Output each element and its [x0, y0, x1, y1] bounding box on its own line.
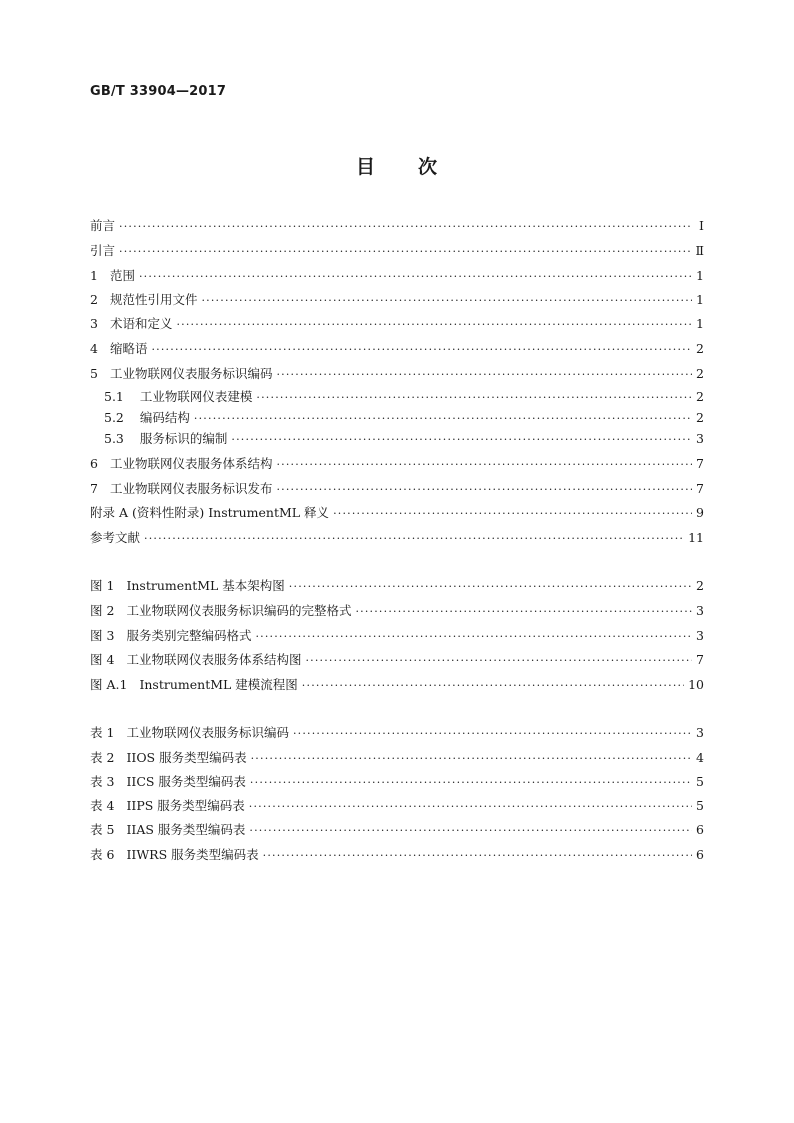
dot-leader: [250, 773, 692, 793]
table-label: IIPS 服务类型编码表: [126, 798, 245, 813]
toc-label: 编码结构: [139, 410, 190, 425]
toc-number: 5: [90, 366, 98, 381]
table-entry-5[interactable]: [90, 820, 704, 840]
table-page: 5: [696, 798, 704, 813]
table-number: 表 2: [90, 750, 115, 765]
toc-number: 4: [90, 341, 98, 356]
toc-label: 工业物联网仪表服务标识发布: [109, 481, 273, 496]
figure-page: 10: [688, 677, 704, 692]
dot-leader: [231, 430, 692, 450]
toc-label: 规范性引用文件: [109, 292, 198, 307]
toc-entry-introduction[interactable]: [90, 241, 704, 261]
table-label: 工业物联网仪表服务标识编码: [126, 725, 289, 740]
table-page: 6: [696, 847, 704, 862]
table-label: IIWRS 服务类型编码表: [126, 847, 259, 862]
table-number: 表 6: [90, 847, 115, 862]
table-entry-3[interactable]: [90, 772, 704, 792]
dot-leader: [289, 577, 692, 597]
dot-leader: [302, 676, 684, 696]
dot-leader: [276, 455, 692, 475]
toc-label: 工业物联网仪表建模: [139, 389, 253, 404]
toc-page: 2: [696, 389, 704, 404]
table-page: 5: [696, 774, 704, 789]
dot-leader: [251, 749, 692, 769]
toc-page: 7: [696, 456, 704, 471]
dot-leader: [293, 724, 692, 744]
dot-leader: [276, 480, 692, 500]
table-entry-4[interactable]: [90, 796, 704, 816]
table-page: 4: [696, 750, 704, 765]
table-number: 表 4: [90, 798, 115, 813]
figure-number: 图 1: [90, 578, 115, 593]
figure-label: InstrumentML 建模流程图: [139, 677, 298, 692]
figure-entry-3[interactable]: [90, 626, 704, 646]
dot-leader: [119, 217, 692, 237]
figure-number: 图 2: [90, 603, 115, 618]
table-entry-1[interactable]: [90, 723, 704, 743]
toc-page: 3: [696, 431, 704, 446]
figure-label: 服务类别完整编码格式: [126, 628, 252, 643]
dot-leader: [119, 242, 691, 262]
toc-entry-coding-structure[interactable]: [104, 408, 704, 428]
toc-entry-service-architecture[interactable]: [90, 454, 704, 474]
toc-page: 9: [696, 505, 704, 520]
table-label: IIAS 服务类型编码表: [126, 822, 246, 837]
figure-number: 图 A.1: [90, 677, 128, 692]
dot-leader: [305, 651, 692, 671]
figure-entry-a1[interactable]: [90, 675, 704, 695]
dot-leader: [144, 529, 684, 549]
figure-number: 图 3: [90, 628, 115, 643]
toc-entry-modeling[interactable]: [104, 387, 704, 407]
figure-number: 图 4: [90, 652, 115, 667]
toc-number: 5.2: [104, 410, 124, 425]
toc-number: 7: [90, 481, 98, 496]
toc-entry-annex-a[interactable]: [90, 503, 704, 523]
toc-page: 2: [696, 366, 704, 381]
figure-label: 工业物联网仪表服务体系结构图: [126, 652, 302, 667]
dot-leader: [256, 388, 692, 408]
dot-leader: [139, 267, 692, 287]
toc-entry-id-publishing[interactable]: [90, 479, 704, 499]
toc-label: 前言: [90, 218, 116, 233]
dot-leader: [355, 602, 692, 622]
toc-number: 5.1: [104, 389, 124, 404]
toc-entry-foreword[interactable]: [90, 216, 704, 236]
toc-number: 6: [90, 456, 98, 471]
toc-page: 1: [696, 292, 704, 307]
page-title: [0, 152, 794, 179]
toc-label: 缩略语: [109, 341, 148, 356]
table-entry-2[interactable]: [90, 748, 704, 768]
toc-label: 工业物联网仪表服务体系结构: [109, 456, 273, 471]
toc-number: 3: [90, 316, 98, 331]
toc-page: 11: [688, 530, 704, 545]
table-page: 6: [696, 822, 704, 837]
dot-leader: [151, 340, 692, 360]
toc-label: 范围: [109, 268, 135, 283]
dot-leader: [194, 409, 692, 429]
toc-entry-service-id-coding[interactable]: [90, 364, 704, 384]
table-page: 3: [696, 725, 704, 740]
toc-number: 5.3: [104, 431, 124, 446]
toc-page: Ⅰ: [699, 218, 704, 233]
toc-page: 1: [696, 268, 704, 283]
figure-entry-2[interactable]: [90, 601, 704, 621]
toc-label: 参考文献: [90, 530, 141, 545]
figure-page: 2: [696, 578, 704, 593]
toc-page: 2: [696, 341, 704, 356]
toc-page: Ⅱ: [695, 243, 704, 258]
table-number: 表 3: [90, 774, 115, 789]
dot-leader: [263, 846, 692, 866]
toc-entry-terms-definitions[interactable]: [90, 314, 704, 334]
toc-number: 2: [90, 292, 98, 307]
toc-entry-bibliography[interactable]: [90, 528, 704, 548]
figure-label: InstrumentML 基本架构图: [126, 578, 285, 593]
dot-leader: [249, 821, 692, 841]
toc-page: 1: [696, 316, 704, 331]
figure-entry-1[interactable]: [90, 576, 704, 596]
figure-page: 3: [696, 628, 704, 643]
table-entry-6[interactable]: [90, 845, 704, 865]
figure-label: 工业物联网仪表服务标识编码的完整格式: [126, 603, 352, 618]
toc-label: 引言: [90, 243, 116, 258]
dot-leader: [201, 291, 692, 311]
dot-leader: [276, 365, 692, 385]
table-number: 表 5: [90, 822, 115, 837]
figure-page: 7: [696, 652, 704, 667]
dot-leader: [176, 315, 692, 335]
toc-label: 术语和定义: [109, 316, 173, 331]
dot-leader: [333, 504, 692, 524]
toc-label: 附录 A (资料性附录) InstrumentML 释义: [90, 505, 330, 520]
standard-code: GB/T 33904—2017: [90, 84, 227, 99]
toc-label: 服务标识的编制: [139, 431, 228, 446]
toc-entry-abbreviations[interactable]: [90, 339, 704, 359]
table-number: 表 1: [90, 725, 115, 740]
figure-entry-4[interactable]: [90, 650, 704, 670]
toc-number: 1: [90, 268, 98, 283]
toc-page: 7: [696, 481, 704, 496]
figure-page: 3: [696, 603, 704, 618]
title-char-2: 次: [418, 156, 439, 178]
toc-page: 2: [696, 410, 704, 425]
toc-entry-normative-references[interactable]: [90, 290, 704, 310]
toc-entry-scope[interactable]: [90, 266, 704, 286]
table-label: IICS 服务类型编码表: [126, 774, 246, 789]
title-char-1: 目: [355, 156, 376, 178]
dot-leader: [255, 627, 692, 647]
table-label: IIOS 服务类型编码表: [126, 750, 247, 765]
toc-label: 工业物联网仪表服务标识编码: [109, 366, 273, 381]
toc-entry-id-compilation[interactable]: [104, 429, 704, 449]
dot-leader: [249, 797, 692, 817]
